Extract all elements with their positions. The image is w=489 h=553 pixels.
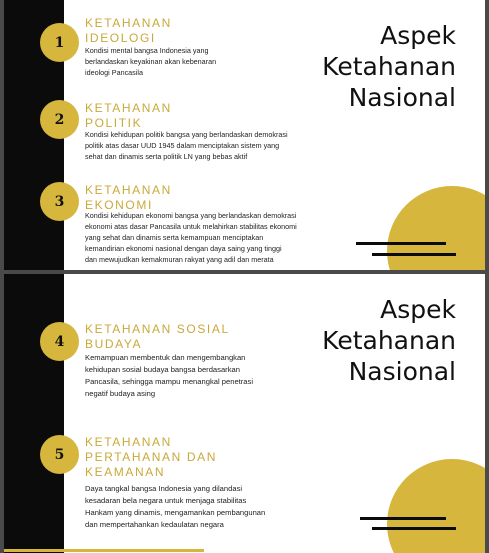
bottom-accent-strip bbox=[4, 549, 204, 552]
aspect-title: KETAHANAN IDEOLOGI bbox=[85, 16, 172, 45]
left-black-bar bbox=[4, 274, 64, 553]
slide-2 bbox=[4, 274, 485, 553]
number-badge: 3 bbox=[40, 182, 79, 221]
slide-heading: Aspek Ketahanan Nasional bbox=[322, 21, 456, 112]
aspect-description: Kemampuan membentuk dan mengembangkan kehidupan sosial budaya bangsa berdasarkan Pancasila, sehingga mampu menangkal penetrasi negatif budaya asing bbox=[85, 353, 254, 398]
slide-heading: Aspek Ketahanan Nasional bbox=[322, 295, 456, 386]
aspect-description: Kondisi kehidupan politik bangsa yang berlandaskan demokrasi politik atas dasar UUD 1945 dalam menciptakan sistem yang sehat dan dinamis serta politik LN yang bebas aktif bbox=[85, 130, 288, 161]
number-badge: 2 bbox=[40, 100, 79, 139]
decorative-line bbox=[360, 517, 446, 520]
aspect-description: Kondisi mental bangsa Indonesia yang berlandaskan keyakinan akan kebenaran ideologi Pancasila bbox=[85, 46, 217, 77]
aspect-title: KETAHANAN PERTAHANAN DAN KEAMANAN bbox=[85, 435, 217, 479]
decorative-circle bbox=[387, 186, 485, 270]
slide-1 bbox=[4, 0, 485, 270]
decorative-circle bbox=[387, 459, 485, 553]
decorative-line bbox=[356, 242, 446, 245]
aspect-title: KETAHANAN EKONOMI bbox=[85, 183, 172, 212]
number-badge: 1 bbox=[40, 23, 79, 62]
decorative-line bbox=[372, 527, 456, 530]
aspect-title: KETAHANAN SOSIAL BUDAYA bbox=[85, 322, 230, 351]
aspect-description: Daya tangkal bangsa Indonesia yang dilandasi kesadaran bela negara untuk menjaga stabilitas Hankam yang dinamis, mengamankan pembangunan dan mempertahankan kedaulatan negara bbox=[85, 484, 266, 529]
number-badge: 4 bbox=[40, 322, 79, 361]
decorative-line bbox=[372, 253, 456, 256]
number-badge: 5 bbox=[40, 435, 79, 474]
aspect-description: Kondisi kehidupan ekonomi bangsa yang berlandaskan demokrasi ekonomi atas dasar Pancasila untuk melahirkan stabilitas ekonomi yang sehat dan dinamis serta kemampuan menciptakan kemandirian ekonomi nasional dengan daya saing yang tinggi dan mewujudkan kemakmuran rakyat yang adil dan merata bbox=[85, 211, 297, 264]
aspect-title: KETAHANAN POLITIK bbox=[85, 101, 172, 130]
